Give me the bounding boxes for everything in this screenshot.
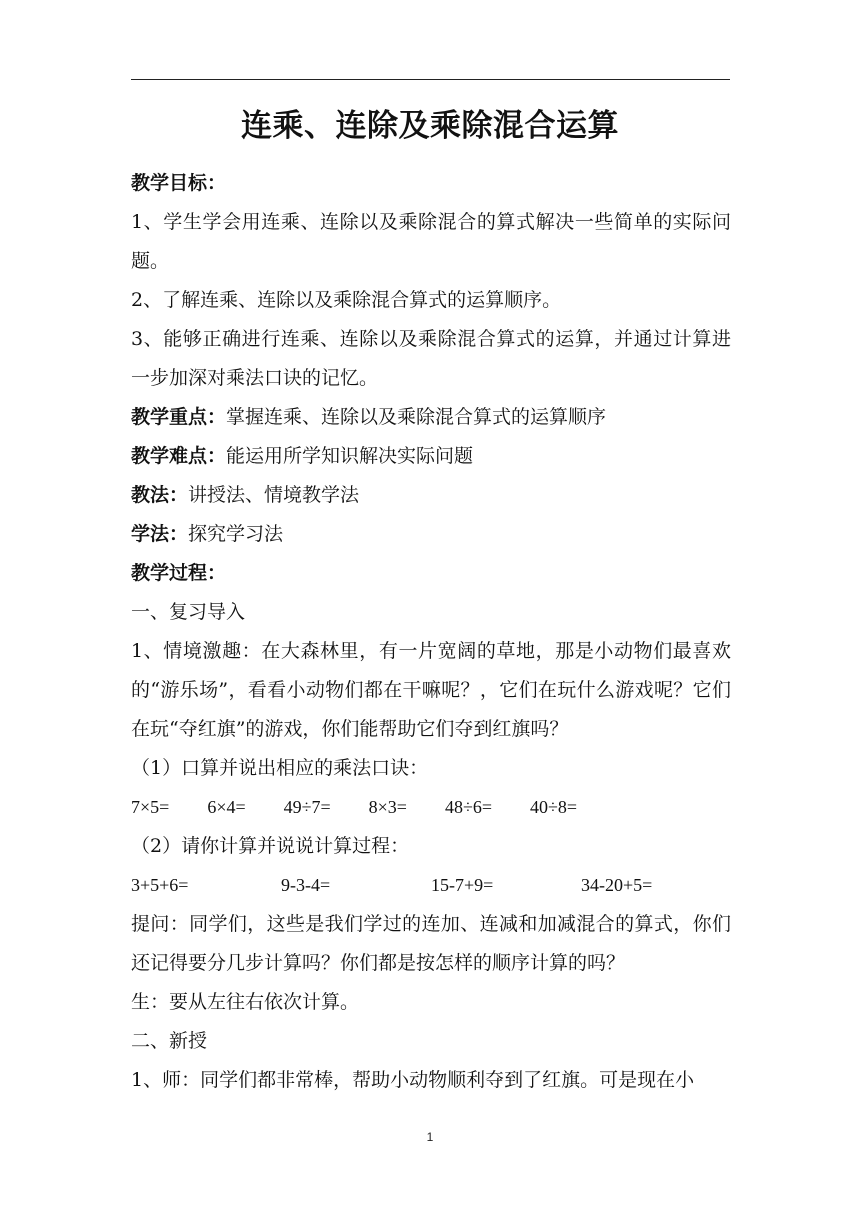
equation: 40÷8= xyxy=(530,797,578,817)
equation: 48÷6= xyxy=(444,797,492,817)
scenario-paragraph: 1、情境激趣：在大森林里，有一片宽阔的草地，那是小动物们最喜欢的“游乐场”，看看小动物们都在干嘛呢？，它们在玩什么游戏呢？它们在玩“夺红旗”的游戏，你们能帮助它们夺到红旗吗？ xyxy=(131,640,731,740)
document-title: 连乘、连除及乘除混合运算 xyxy=(241,108,619,144)
learning-method xyxy=(131,515,731,554)
difficulty-label: 教学难点： xyxy=(131,445,227,467)
objective-2: 2、了解连乘、连除以及乘除混合算式的运算顺序。 xyxy=(131,289,562,311)
learning-method-text: 探究学习法 xyxy=(188,523,284,545)
learning-method-label: 学法： xyxy=(131,523,189,545)
objective-3: 3、能够正确进行连乘、连除以及乘除混合算式的运算，并通过计算进一步加深对乘法口诀的记忆。 xyxy=(131,328,731,389)
equation: 34-20+5= xyxy=(581,875,653,895)
teacher-line: 1、师：同学们都非常棒，帮助小动物顺利夺到了红旗。可是现在小 xyxy=(131,1069,695,1091)
question-paragraph: 提问：同学们，这些是我们学过的连加、连减和加减混合的算式，你们还记得要分几步计算吗？你们都是按怎样的顺序计算的吗？ xyxy=(131,913,731,974)
teaching-method xyxy=(131,476,731,515)
header-rule xyxy=(131,79,730,80)
objective-1: 1、学生学会用连乘、连除以及乘除混合的算式解决一些简单的实际问题。 xyxy=(131,211,731,272)
equation: 15-7+9= xyxy=(431,875,494,895)
difficulty xyxy=(131,437,731,476)
equation: 3+5+6= xyxy=(131,875,189,895)
task-2: （2）请你计算并说说计算过程： xyxy=(131,835,410,857)
key-point xyxy=(131,398,731,437)
equations-row-1 xyxy=(131,788,731,827)
equation: 6×4= xyxy=(207,797,246,817)
teaching-method-label: 教法： xyxy=(131,484,189,506)
equation: 9-3-4= xyxy=(281,875,331,895)
task-1: （1）口算并说出相应的乘法口诀： xyxy=(131,757,429,779)
key-point-label: 教学重点： xyxy=(131,406,227,428)
student-answer: 生：要从左往右依次计算。 xyxy=(131,991,360,1013)
process-heading: 教学过程： xyxy=(131,562,227,584)
section-2-heading: 二、新授 xyxy=(131,1030,208,1052)
teaching-method-text: 讲授法、情境教学法 xyxy=(188,484,360,506)
key-point-text: 掌握连乘、连除以及乘除混合算式的运算顺序 xyxy=(226,406,607,428)
page-number: 1 xyxy=(426,1130,434,1144)
equations-row-2 xyxy=(131,866,731,905)
section-1-heading: 一、复习导入 xyxy=(131,601,246,623)
document-body xyxy=(131,164,731,1100)
equation: 8×3= xyxy=(368,797,407,817)
equation: 49÷7= xyxy=(283,797,331,817)
equation: 7×5= xyxy=(131,797,170,817)
objectives-heading: 教学目标： xyxy=(131,172,227,194)
difficulty-text: 能运用所学知识解决实际问题 xyxy=(226,445,474,467)
